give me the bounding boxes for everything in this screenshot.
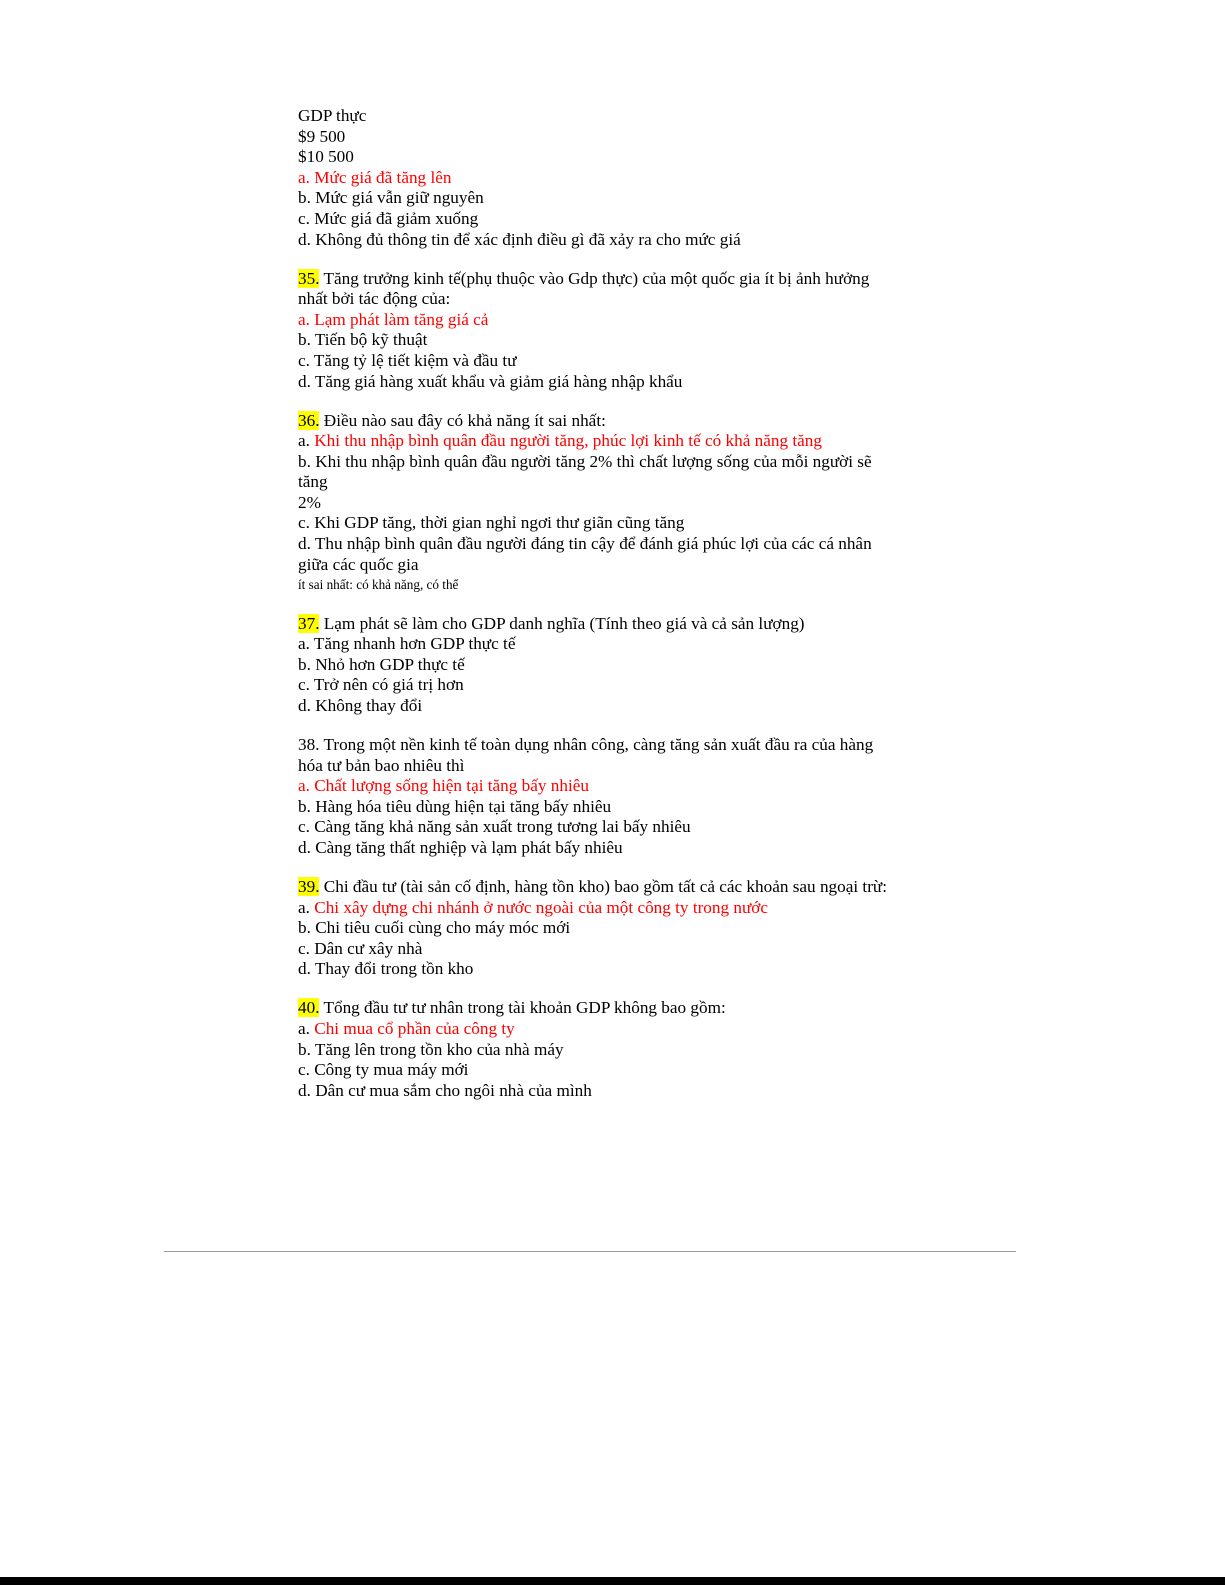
answer-option: c. Tăng tỷ lệ tiết kiệm và đầu tư: [298, 350, 517, 370]
question-35-stem-cont: nhất bởi tác động của:: [298, 289, 451, 309]
answer-option: d. Không thay đổi: [298, 696, 423, 716]
table-heading: GDP thực: [298, 106, 367, 125]
answer-option: d. Dân cư mua sắm cho ngôi nhà của mình: [298, 1080, 592, 1100]
answer-option: c. Dân cư xây nhà: [298, 938, 423, 958]
answer-option: d. Không đủ thông tin để xác định điều gì đã xảy ra cho mức giá: [298, 229, 741, 249]
bottom-edge-bar: [0, 1577, 1225, 1585]
answer-option: a. Tăng nhanh hơn GDP thực tế: [298, 634, 516, 654]
answer-option: d. Càng tăng thất nghiệp và lạm phát bấy nhiêu: [298, 837, 623, 857]
answer-option: b. Tăng lên trong tồn kho của nhà máy: [298, 1039, 564, 1059]
answer-option: b. Hàng hóa tiêu dùng hiện tại tăng bấy nhiêu: [298, 796, 612, 816]
answer-option-cont: tăng: [298, 472, 328, 492]
table-value: $10 500: [298, 147, 354, 167]
answer-option-cont: 2%: [298, 492, 321, 512]
answer-option: c. Càng tăng khả năng sản xuất trong tương lai bấy nhiêu: [298, 817, 691, 837]
question-38-stem: 38. Trong một nền kinh tế toàn dụng nhân công, càng tăng sản xuất đầu ra của hàng: [298, 735, 874, 754]
answer-option-correct: a. Lạm phát làm tăng giá cả: [298, 309, 489, 329]
question-35-stem: 35. Tăng trưởng kinh tế(phụ thuộc vào Gdp thực) của một quốc gia ít bị ảnh hưởng: [298, 268, 870, 288]
page-divider: [164, 1251, 1016, 1252]
answer-option: c. Trở nên có giá trị hơn: [298, 675, 464, 695]
answer-option-correct: a. Khi thu nhập bình quân đầu người tăng, phúc lợi kinh tế có khả năng tăng: [298, 431, 822, 451]
answer-option-correct: a. Chi xây dựng chi nhánh ở nước ngoài của một công ty trong nước: [298, 897, 769, 917]
answer-option: c. Công ty mua máy mới: [298, 1060, 469, 1080]
document-page: [298, 106, 938, 1101]
answer-option: b. Tiến bộ kỹ thuật: [298, 330, 428, 350]
question-36-stem: 36. Điều nào sau đây có khả năng ít sai nhất:: [298, 410, 606, 430]
answer-option-correct: a. Mức giá đã tăng lên: [298, 167, 452, 187]
table-value: $9 500: [298, 126, 346, 146]
answer-option: b. Chi tiêu cuối cùng cho máy móc mới: [298, 918, 571, 938]
question-39-stem: 39. Chi đầu tư (tài sản cố định, hàng tồn kho) bao gồm tất cả các khoản sau ngoại trừ:: [298, 876, 888, 896]
question-number: 36.: [298, 410, 320, 430]
question-40-stem: 40. Tổng đầu tư tư nhân trong tài khoản GDP không bao gồm:: [298, 998, 726, 1018]
answer-option: d. Thay đổi trong tồn kho: [298, 959, 474, 979]
answer-option: d. Thu nhập bình quân đầu người đáng tin cậy để đánh giá phúc lợi của các cá nhân: [298, 534, 872, 554]
question-number: 39.: [298, 876, 320, 896]
question-37-stem: 37. Lạm phát sẽ làm cho GDP danh nghĩa (Tính theo giá và cả sản lượng): [298, 613, 805, 633]
answer-option: b. Nhỏ hơn GDP thực tế: [298, 654, 465, 674]
question-number: 37.: [298, 613, 320, 633]
answer-option: b. Mức giá vẫn giữ nguyên: [298, 188, 484, 208]
note-text: ít sai nhất: có khả năng, có thể: [298, 577, 459, 593]
answer-option-correct: a. Chi mua cổ phần của công ty: [298, 1018, 515, 1038]
answer-option: d. Tăng giá hàng xuất khẩu và giảm giá hàng nhập khẩu: [298, 371, 683, 391]
answer-option-correct: a. Chất lượng sống hiện tại tăng bấy nhiêu: [298, 776, 589, 796]
answer-option: c. Mức giá đã giảm xuống: [298, 208, 479, 228]
answer-option: c. Khi GDP tăng, thời gian nghỉ ngơi thư giãn cũng tăng: [298, 513, 685, 533]
question-38-stem-cont: hóa tư bản bao nhiêu thì: [298, 755, 465, 775]
question-number: 40.: [298, 998, 320, 1018]
answer-option-cont: giữa các quốc gia: [298, 554, 419, 574]
question-number: 35.: [298, 268, 320, 288]
answer-option: b. Khi thu nhập bình quân đầu người tăng 2% thì chất lượng sống của mỗi người sẽ: [298, 451, 872, 471]
